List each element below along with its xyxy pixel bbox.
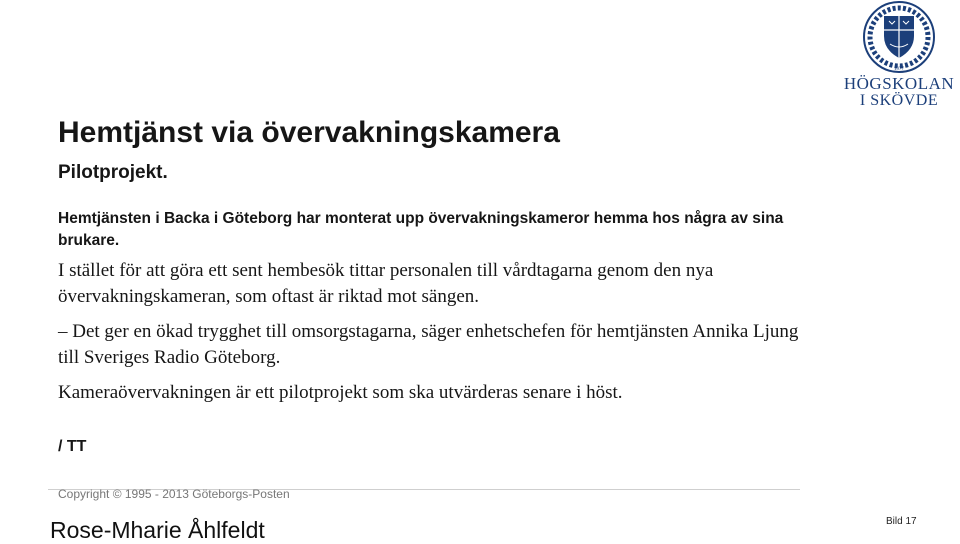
article-subhead: Pilotprojekt.	[58, 162, 168, 183]
slide-number: Bild 17	[886, 516, 917, 527]
logo-text-line-2: I SKÖVDE	[859, 92, 939, 109]
article-copyright-text: Copyright © 1995 - 2013 Göteborgs-Posten	[58, 487, 290, 501]
article-paragraph: I stället för att göra ett sent hembesök tittar personalen till vårdtagarna genom den nya övervakningskameran, som oftast är riktad mot sängen.	[58, 260, 714, 307]
author-name: Rose-Mharie Åhlfeldt	[50, 517, 265, 543]
article-copyright-cut	[58, 487, 798, 501]
logo-year: 1977	[894, 67, 904, 72]
article-paragraph: Kameraövervakningen är ett pilotprojekt som ska utvärderas senare i höst.	[58, 382, 623, 403]
article-paragraph: – Det ger en ökad trygghet till omsorgstagarna, säger enhetschefen för hemtjänsten Annika Ljung till Sveriges Radio Göteborg.	[58, 321, 799, 368]
article-source: / TT	[58, 438, 87, 455]
news-article-screenshot	[48, 108, 800, 500]
logo-text-line-1: HÖGSKOLAN	[843, 74, 955, 93]
article-lead: Hemtjänsten i Backa i Göteborg har monterat upp övervakningskameror hemma hos några av sina brukare.	[58, 210, 784, 249]
article-headline: Hemtjänst via övervakningskamera	[58, 116, 560, 149]
university-logo	[838, 0, 960, 112]
hogskolan-crest-icon	[862, 0, 936, 74]
